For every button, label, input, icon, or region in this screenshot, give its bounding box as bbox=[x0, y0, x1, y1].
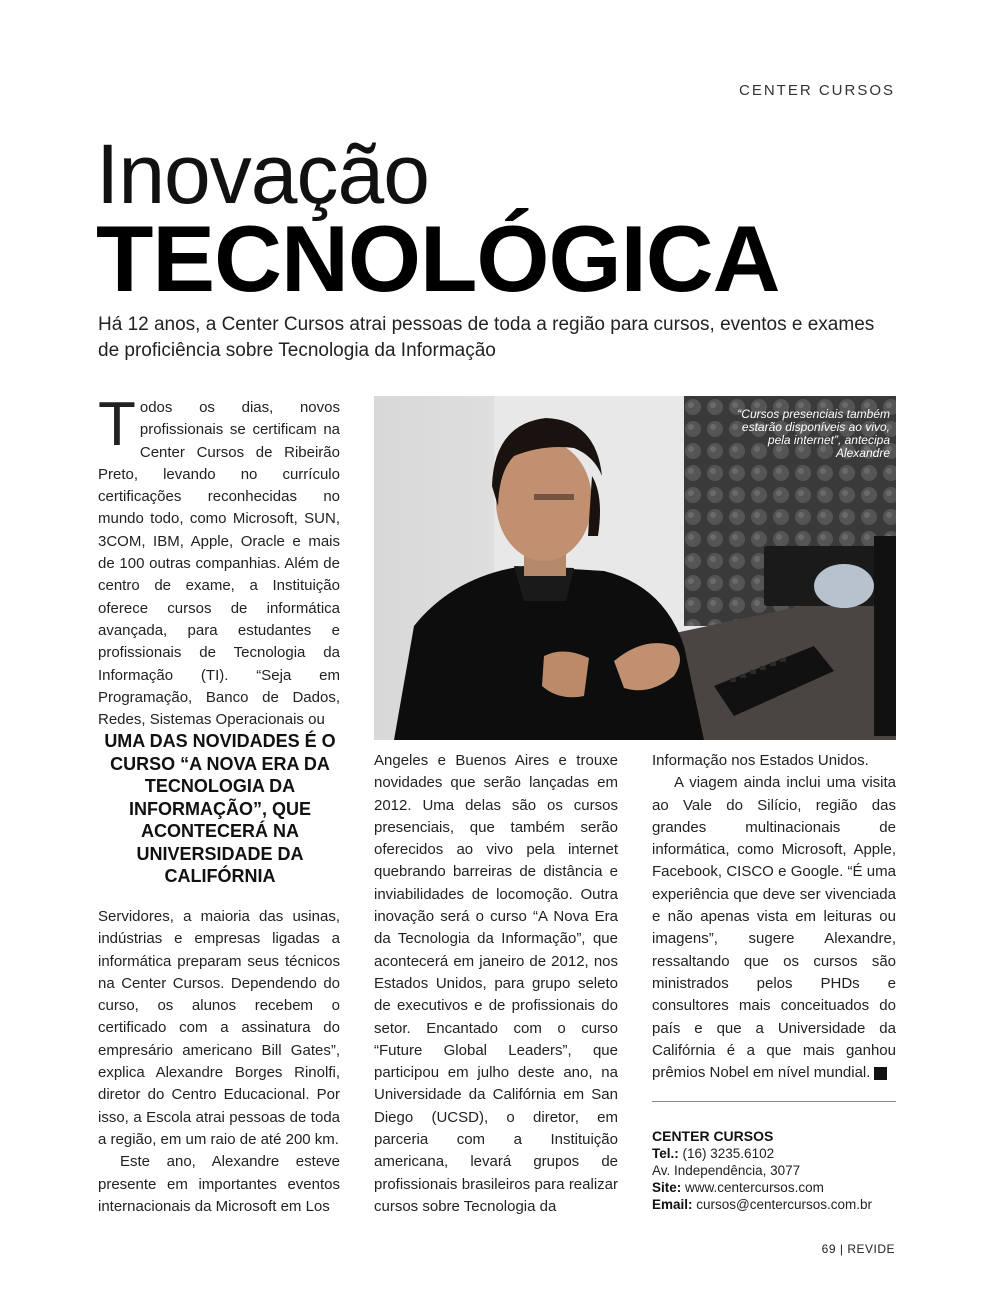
article-column-1-bottom bbox=[98, 906, 340, 1218]
contact-address: Av. Independência, 3077 bbox=[652, 1163, 801, 1178]
subtitle: Há 12 anos, a Center Cursos atrai pessoas de toda a região para cursos, eventos e exames de proficiência sobre Tecnologia da Informação bbox=[98, 314, 875, 361]
page-footer bbox=[822, 1242, 895, 1256]
article-column-3 bbox=[652, 750, 901, 1084]
paragraph-3-text: A viagem ainda inclui uma visita ao Vale do Silício, região das grandes multinacionais de informática, como Microsoft, Apple, Facebook, CISCO e Google. “É uma experiência que deve ser vivenciada e não apenas vista em leituras ou imagens”, sugere Alexandre, ressaltando que os cursos são ministrados pelos PHDs e consultores mais conceituados do país e que a Universidade da Califórnia é a que mais ganhou prêmios Nobel em nível mundial. bbox=[652, 774, 896, 1082]
footer-separator: | bbox=[839, 1242, 844, 1256]
contact-site-label: Site: bbox=[652, 1180, 682, 1195]
title-line-2: TECNOLÓGICA bbox=[96, 206, 780, 311]
page-number: 69 bbox=[821, 1242, 836, 1256]
contact-site-link[interactable]: www.centercursos.com bbox=[685, 1180, 824, 1195]
contact-divider bbox=[652, 1101, 896, 1102]
contact-email-link[interactable]: cursos@centercursos.com.br bbox=[696, 1197, 873, 1212]
magazine-name: REVIDE bbox=[847, 1242, 895, 1256]
contact-name: CENTER CURSOS bbox=[652, 1128, 774, 1144]
section-label: CENTER CURSOS bbox=[738, 82, 895, 99]
paragraph-2-end: Informação nos Estados Unidos. bbox=[652, 752, 869, 769]
end-mark-icon: r bbox=[874, 1067, 887, 1080]
pull-quote: UMA DAS NOVIDADES É O CURSO “A NOVA ERA DA TECNOLOGIA DA INFORMAÇÃO”, QUE ACONTECERÁ NA UNIVERSIDADE DA CALIFÓRNIA bbox=[104, 731, 336, 886]
contact-tel-value: (16) 3235.6102 bbox=[682, 1146, 775, 1161]
contact-tel bbox=[652, 1145, 896, 1162]
title-line-1: Inovação bbox=[96, 127, 429, 221]
photo-caption: “Cursos presenciais também estarão disponíveis ao vivo, pela internet”, antecipa Alexandre bbox=[737, 407, 890, 460]
paragraph-1-continued: Servidores, a maioria das usinas, indústrias e empresas ligadas a informática preparam seus técnicos na Center Cursos. Dependendo do curso, os alunos recebem o certificado com a assinatura do empresário americano Bill Gates”, explica Alexandre Borges Rinolfi, diretor do Centro Educacional. Por isso, a Escola atrai pessoas de toda a região, em um raio de até 200 km. bbox=[98, 908, 340, 1148]
contact-box bbox=[652, 1128, 896, 1213]
article-column-2 bbox=[374, 750, 618, 1218]
contact-site bbox=[652, 1179, 896, 1196]
contact-tel-label: Tel.: bbox=[652, 1146, 679, 1161]
paragraph-2-continued: Angeles e Buenos Aires e trouxe novidades que serão lançadas em 2012. Uma delas são os cursos presenciais, que também serão oferecidos ao vivo pela internet quebrando barreiras de distância e inviabilidades de locomoção. Outra inovação será o curso “A Nova Era da Tecnologia da Informação”, que acontecerá em janeiro de 2012, nos Estados Unidos, para grupo seleto de executivos e de profissionais do setor. Encantado com o curso “Future Global Leaders”, que participou em julho deste ano, na Universidade da Califórnia em San Diego (UCSD), o diretor, em parceria com a Instituição americana, levará grupos de profissionais brasileiros para realizar cursos sobre Tecnologia da bbox=[374, 752, 618, 1215]
paragraph-2-start: Este ano, Alexandre esteve presente em importantes eventos internacionais da Microsoft em Los bbox=[98, 1153, 340, 1215]
article-column-1-top bbox=[98, 390, 340, 731]
article-photo bbox=[374, 396, 896, 740]
contact-email bbox=[652, 1196, 896, 1213]
paragraph-3 bbox=[652, 772, 901, 1084]
paragraph-1: odos os dias, novos profissionais se certificam na Center Cursos de Ribeirão Preto, levando no currículo certificações reconhecidas no mundo todo, como Microsoft, SUN, 3COM, IBM, Apple, Oracle e mais de 100 outras companhias. Além de centro de exame, a Instituição oferece cursos de informática avançada, para estudantes e profissionais de Tecnologia da Informação (TI). “Seja em Programação, Banco de Dados, Redes, Sistemas Operacionais ou bbox=[98, 399, 340, 729]
drop-cap: T bbox=[98, 390, 136, 459]
contact-email-label: Email: bbox=[652, 1197, 693, 1212]
